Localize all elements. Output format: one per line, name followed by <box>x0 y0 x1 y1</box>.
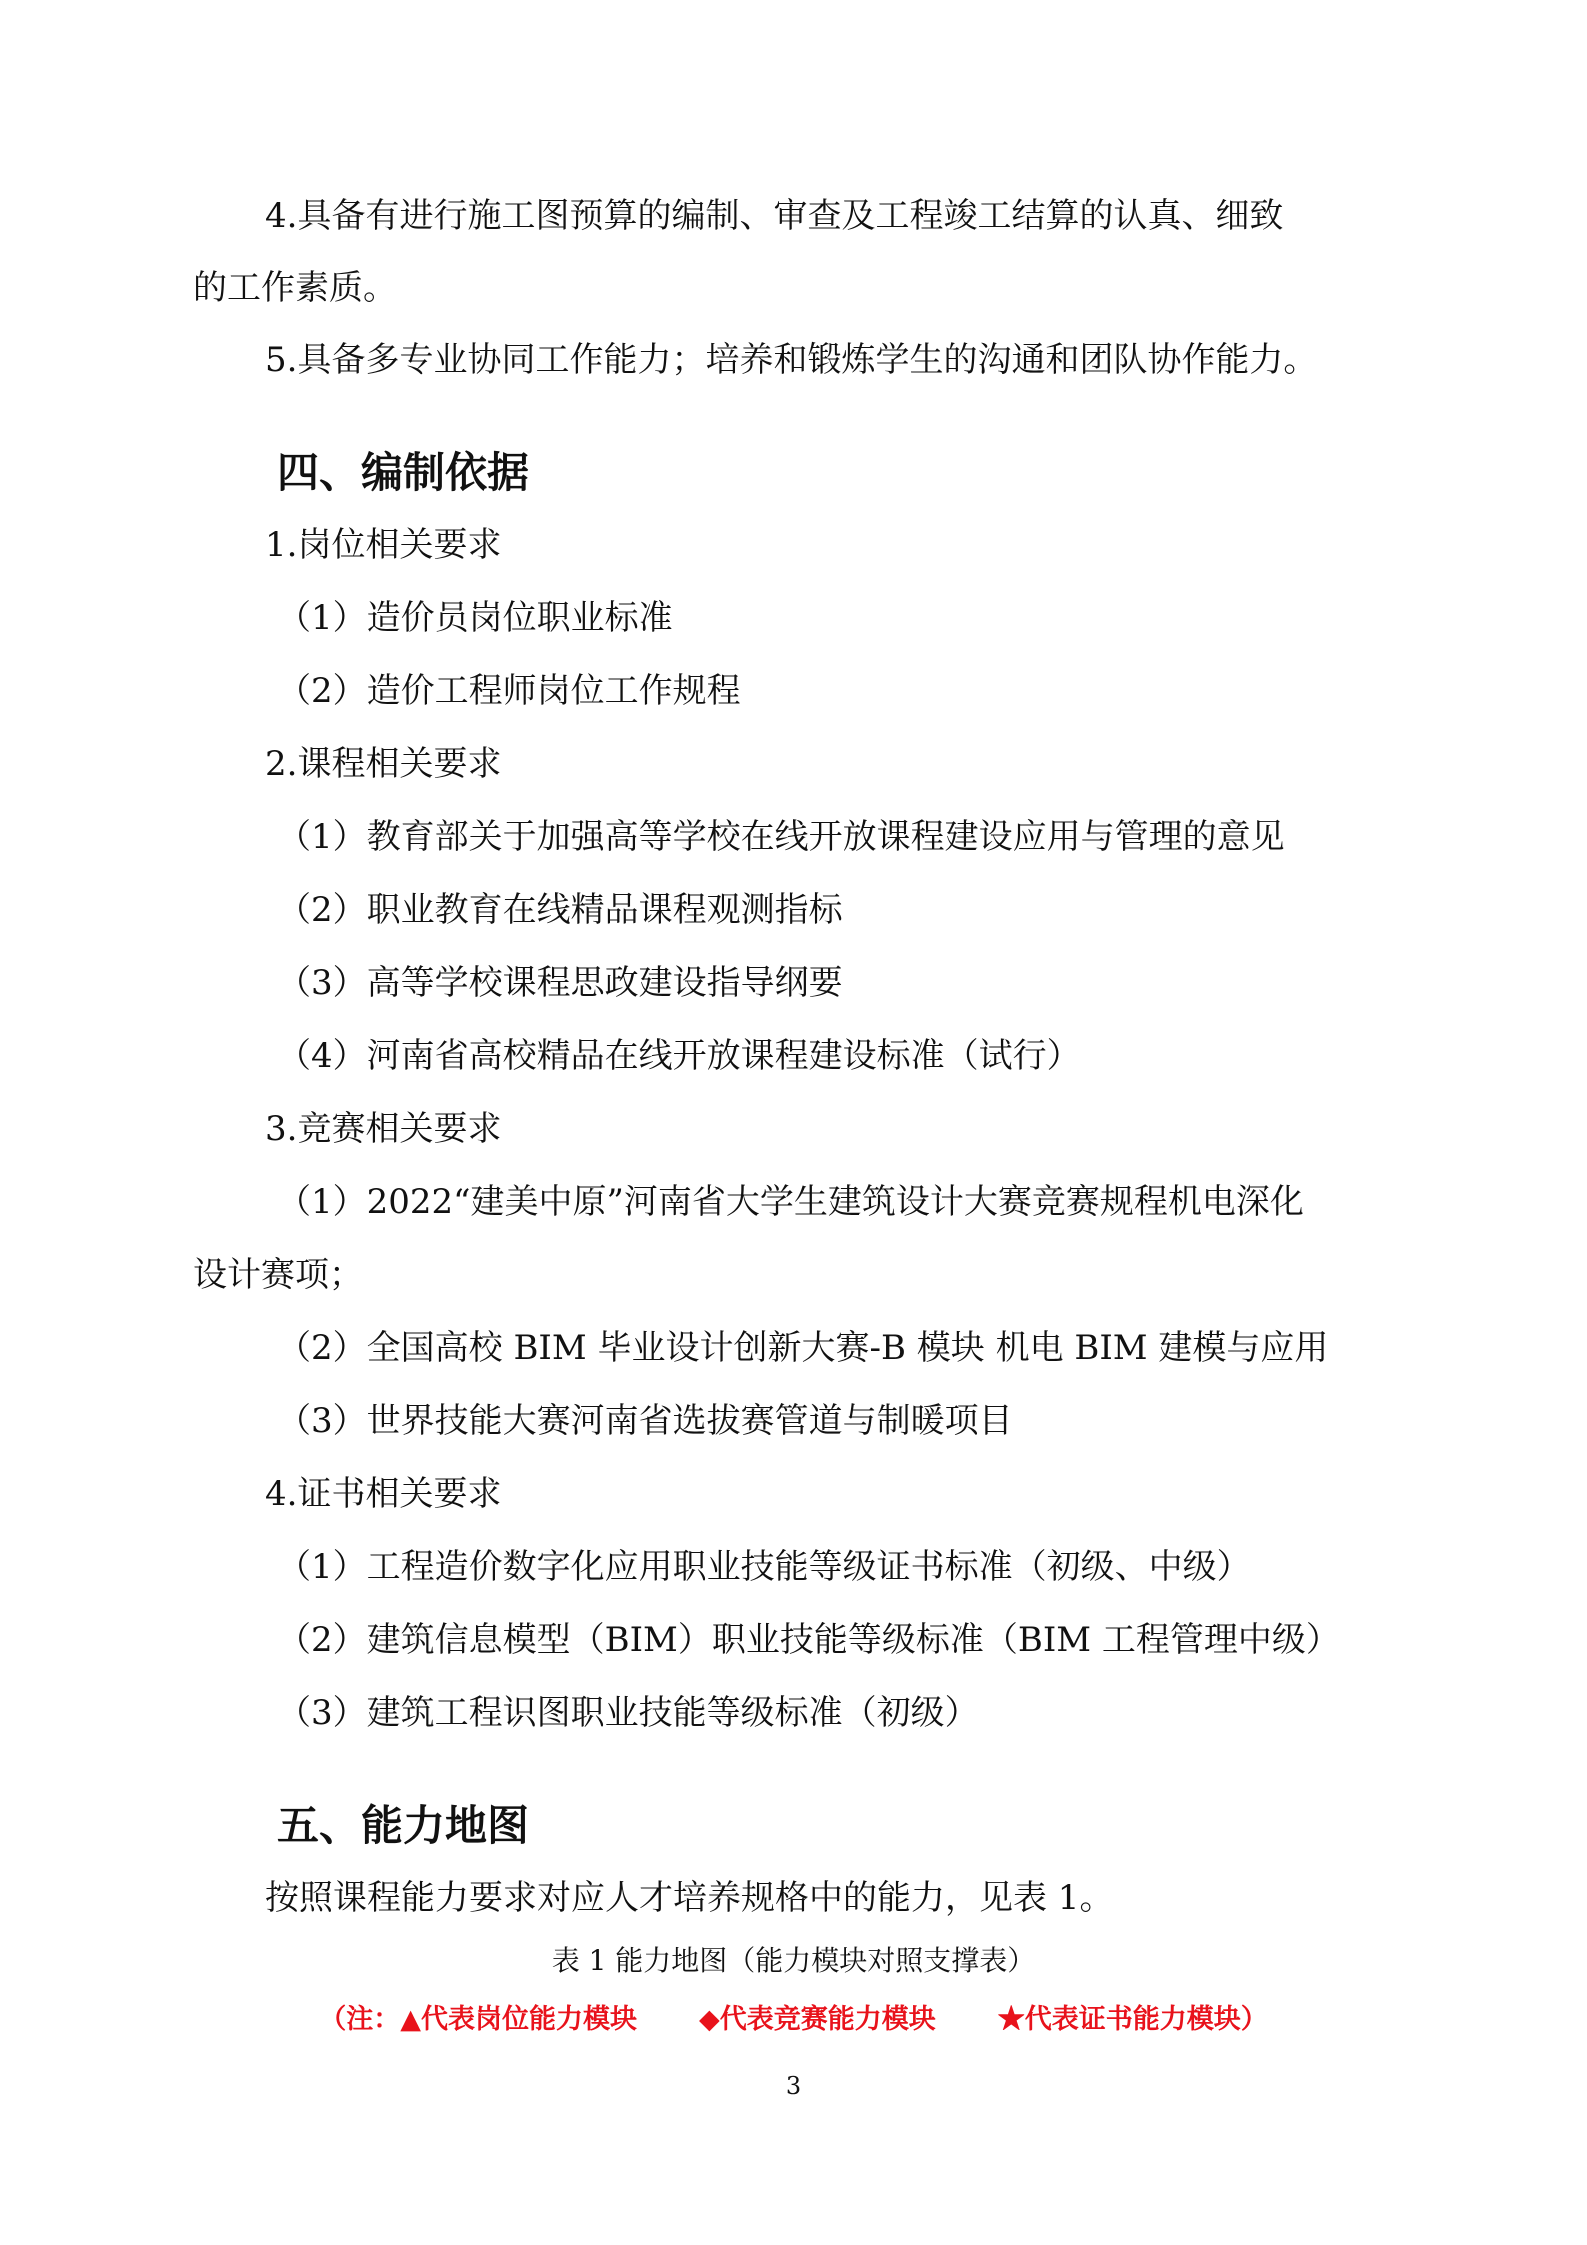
item-5: 5.具备多专业协同工作能力；培养和锻炼学生的沟通和团队协作能力。 <box>265 340 1318 380</box>
table-note <box>0 2001 1587 2039</box>
group-3-item-2: （2）全国高校 BIM 毕业设计创新大赛-B 模块 机电 BIM 建模与应用 <box>277 1328 1329 1368</box>
group-2-item-4: （4）河南省高校精品在线开放课程建设标准（试行） <box>277 1036 1081 1076</box>
group-3-item-1-line-2: 设计赛项； <box>193 1255 363 1295</box>
note-position-modules: （注：▲代表岗位能力模块 <box>319 2004 637 2035</box>
group-4-item-2: （2）建筑信息模型（BIM）职业技能等级标准（BIM 工程管理中级） <box>277 1620 1340 1660</box>
table-caption: 表 1 能力地图（能力模块对照支撑表） <box>551 1944 1036 1977</box>
note-competition-modules: ◆代表竞赛能力模块 <box>699 2004 936 2035</box>
group-4-item-1: （1）工程造价数字化应用职业技能等级证书标准（初级、中级） <box>277 1547 1251 1587</box>
page-number: 3 <box>785 2072 802 2100</box>
item-4-line-2: 的工作素质。 <box>193 268 397 308</box>
group-2-title: 2.课程相关要求 <box>265 744 502 784</box>
group-1-item-1: （1）造价员岗位职业标准 <box>277 598 673 638</box>
group-3-item-3: （3）世界技能大赛河南省选拔赛管道与制暖项目 <box>277 1401 1013 1441</box>
section-5-heading: 五、能力地图 <box>277 1801 530 1850</box>
section-5-paragraph: 按照课程能力要求对应人才培养规格中的能力，见表 1。 <box>265 1878 1114 1918</box>
group-2-item-2: （2）职业教育在线精品课程观测指标 <box>277 890 843 930</box>
group-1-title: 1.岗位相关要求 <box>265 525 502 565</box>
group-1-item-2: （2）造价工程师岗位工作规程 <box>277 671 741 711</box>
group-2-item-1: （1）教育部关于加强高等学校在线开放课程建设应用与管理的意见 <box>277 817 1285 857</box>
group-4-item-3: （3）建筑工程识图职业技能等级标准（初级） <box>277 1693 979 1733</box>
item-4-line-1: 4.具备有进行施工图预算的编制、审查及工程竣工结算的认真、细致 <box>265 196 1284 236</box>
group-2-item-3: （3）高等学校课程思政建设指导纲要 <box>277 963 843 1003</box>
note-certificate-modules: ★代表证书能力模块） <box>997 2004 1268 2035</box>
group-3-title: 3.竞赛相关要求 <box>265 1109 502 1149</box>
group-4-title: 4.证书相关要求 <box>265 1474 502 1514</box>
group-3-item-1-line-1: （1）2022“建美中原”河南省大学生建筑设计大赛竞赛规程机电深化 <box>277 1182 1304 1222</box>
section-4-heading: 四、编制依据 <box>277 448 530 497</box>
